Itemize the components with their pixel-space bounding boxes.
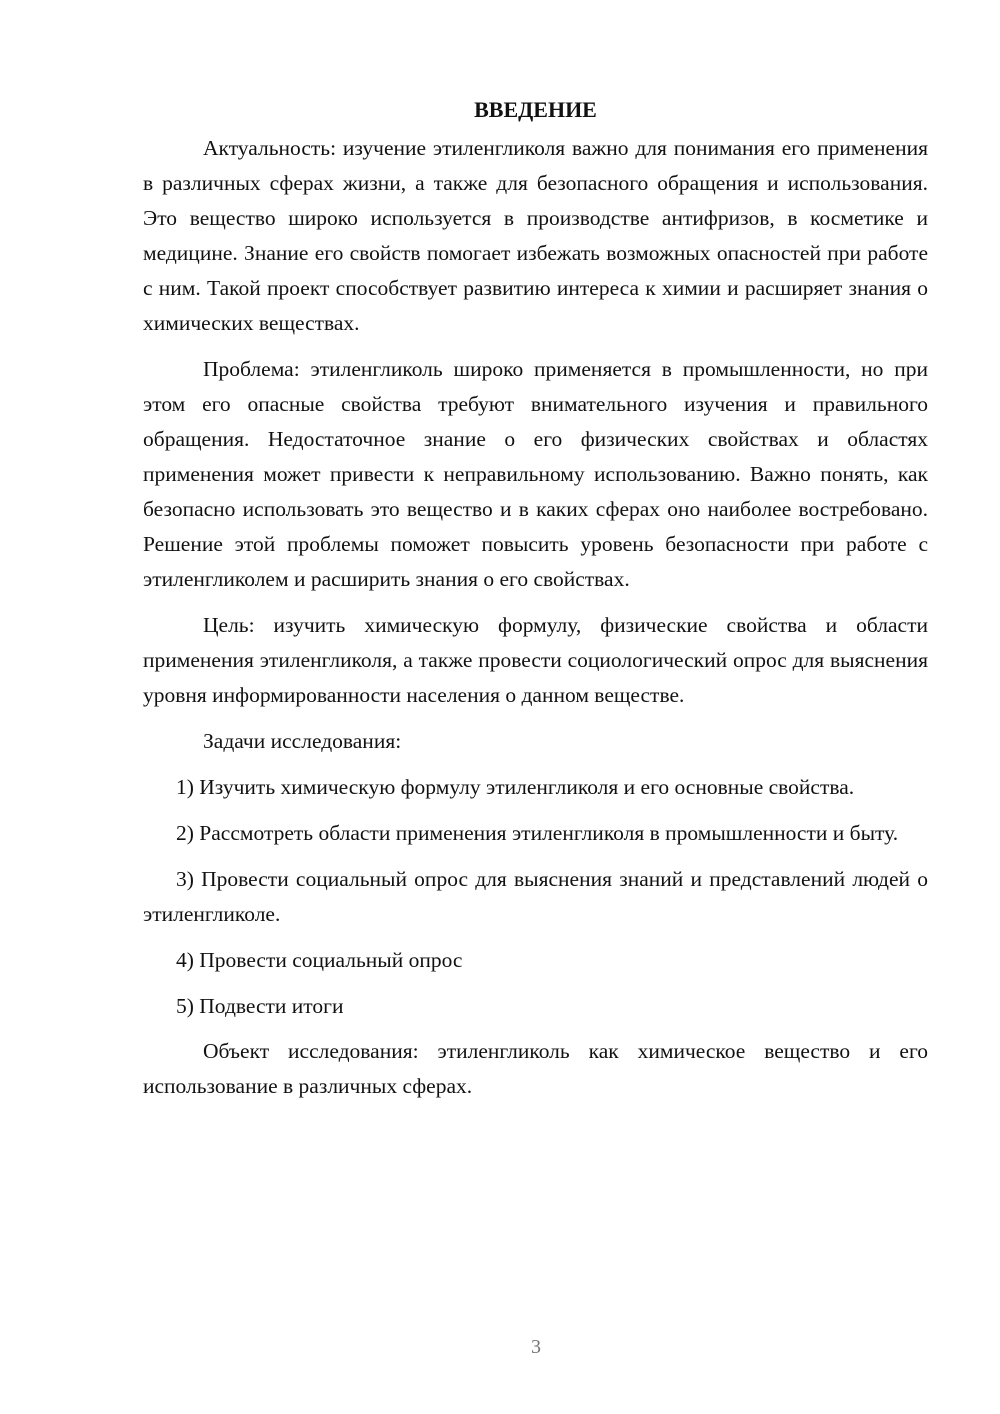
- task-item-2: 2) Рассмотреть области применения этиленгликоля в промышленности и быту.: [176, 821, 899, 845]
- task-item-3: 3) Провести социальный опрос для выяснения знаний и представлений людей о этиленгликоле.: [143, 867, 928, 926]
- page-title: ВВЕДЕНИЕ: [474, 97, 597, 122]
- task-item-4: 4) Провести социальный опрос: [176, 948, 463, 972]
- goal-paragraph: Цель: изучить химическую формулу, физические свойства и области применения этиленгликоля, а также провести социологический опрос для выяснения уровня информированности населения о данном веществе.: [143, 613, 928, 707]
- relevance-paragraph: Актуальность: изучение этиленгликоля важно для понимания его применения в различных сферах жизни, а также для безопасного обращения и использования. Это вещество широко используется в производстве антифризов, в косметике и медицине. Знание его свойств помогает избежать возможных опасностей при работе с ним. Такой проект способствует развитию интереса к химии и расширяет знания о химических веществах.: [143, 136, 928, 335]
- problem-paragraph: Проблема: этиленгликоль широко применяется в промышленности, но при этом его опасные свойства требуют внимательного изучения и правильного обращения. Недостаточное знание о его физических свойствах и областях применения может привести к неправильному использованию. Важно понять, как безопасно использовать это вещество и в каких сферах оно наиболее востребовано. Решение этой проблемы поможет повысить уровень безопасности при работе с этиленгликолем и расширить знания о его свойствах.: [143, 357, 928, 591]
- document-body: [143, 92, 928, 1115]
- tasks-heading: Задачи исследования:: [203, 729, 402, 753]
- object-paragraph: Объект исследования: этиленгликоль как химическое вещество и его использование в различных сферах.: [143, 1039, 928, 1098]
- task-item-5: 5) Подвести итоги: [176, 994, 344, 1018]
- page-number: 3: [531, 1336, 541, 1358]
- task-item-1: 1) Изучить химическую формулу этиленгликоля и его основные свойства.: [176, 775, 855, 799]
